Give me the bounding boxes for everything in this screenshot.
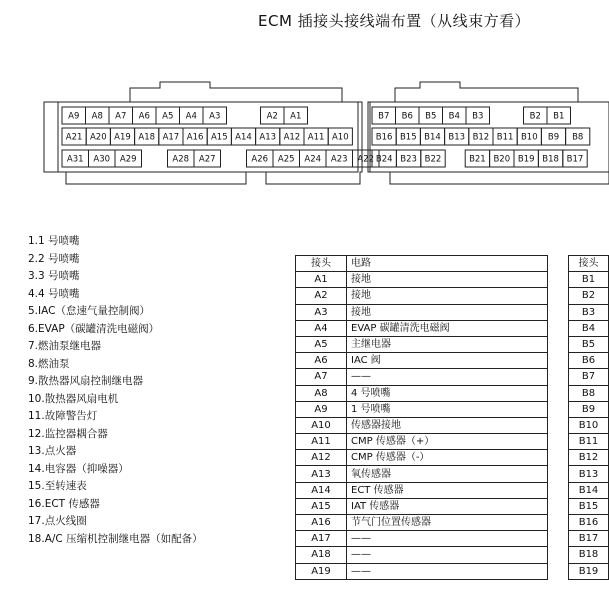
table-row xyxy=(296,320,548,336)
connector-pin xyxy=(86,128,110,145)
table-row xyxy=(296,353,548,369)
table-row xyxy=(296,482,548,498)
connector-pin-label: A14 xyxy=(235,132,252,143)
circuit-cell: —— xyxy=(347,547,548,563)
pin-cell: B3 xyxy=(569,304,609,320)
component-list-item: 14.电容器（抑噪器） xyxy=(28,462,129,475)
pin-cell: A11 xyxy=(296,434,347,450)
connector-pin xyxy=(280,128,304,145)
table-row xyxy=(296,547,548,563)
pin-cell: B18 xyxy=(569,547,609,563)
connector-pin-label: A18 xyxy=(138,132,156,143)
connector-pin-label: B10 xyxy=(520,132,538,143)
connector-pin-label: B22 xyxy=(424,154,442,165)
table-row xyxy=(296,272,548,288)
connector-pin xyxy=(89,150,116,167)
pin-cell: A13 xyxy=(296,466,347,482)
connector-pin-label: A24 xyxy=(304,154,322,165)
connector-pin xyxy=(256,128,280,145)
pin-cell: B6 xyxy=(569,353,609,369)
pin-layer xyxy=(62,107,590,167)
table-row xyxy=(569,417,609,433)
component-list xyxy=(28,233,203,548)
pin-cell: B1 xyxy=(569,272,609,288)
pin-cell: B4 xyxy=(569,320,609,336)
connector-pin-label: A6 xyxy=(138,111,150,122)
connector-pin-label: A19 xyxy=(114,132,131,143)
connector-pin xyxy=(372,107,396,124)
table-b-body xyxy=(569,272,609,580)
connector-pin xyxy=(547,107,571,124)
pin-cell: A19 xyxy=(296,563,347,579)
pin-cell: A2 xyxy=(296,288,347,304)
connector-pin xyxy=(261,107,285,124)
circuit-cell: —— xyxy=(347,369,548,385)
connector-pin xyxy=(445,128,469,145)
table-row xyxy=(296,531,548,547)
table-row xyxy=(569,272,609,288)
connector-pin xyxy=(541,128,565,145)
pin-cell: B14 xyxy=(569,482,609,498)
connector-pin-label: B24 xyxy=(375,154,393,165)
pin-cell: B8 xyxy=(569,385,609,401)
circuit-cell: ECT 传感器 xyxy=(347,482,548,498)
connector-pin xyxy=(62,107,86,124)
connector-pin-label: A15 xyxy=(210,132,228,143)
pin-cell: A8 xyxy=(296,385,347,401)
component-list-item: 4.4 号喷嘴 xyxy=(28,287,80,300)
connector-pin-label: B15 xyxy=(399,132,417,143)
table-row xyxy=(569,466,609,482)
pin-table-a xyxy=(295,255,548,580)
connector-pin-label: B18 xyxy=(542,154,559,165)
table-row xyxy=(296,336,548,352)
connector-pin-label: A7 xyxy=(115,111,127,122)
component-list-item: 9.散热器风扇控制继电器 xyxy=(28,375,144,387)
table-row xyxy=(296,369,548,385)
pin-cell: A9 xyxy=(296,401,347,417)
connector-pin-label: A23 xyxy=(330,154,348,165)
table-row xyxy=(569,369,609,385)
table-row xyxy=(296,498,548,514)
connector-pin xyxy=(86,107,110,124)
connector-pin xyxy=(420,128,444,145)
pin-table-b xyxy=(568,255,609,580)
circuit-cell: 1 号喷嘴 xyxy=(347,401,548,417)
pin-cell: B11 xyxy=(569,434,609,450)
connector-pin-label: A8 xyxy=(91,111,103,122)
connector-pin-label: B20 xyxy=(493,154,511,165)
circuit-cell: EVAP 碳罐清洗电磁阀 xyxy=(347,320,548,336)
connector-pin-label: B17 xyxy=(566,154,584,165)
circuit-cell: 4 号喷嘴 xyxy=(347,385,548,401)
connector-pin xyxy=(247,150,274,167)
pin-cell: A1 xyxy=(296,272,347,288)
component-list-item: 15.至转速表 xyxy=(28,480,87,492)
component-list-item: 8.燃油泵 xyxy=(28,357,70,370)
pin-cell: A12 xyxy=(296,450,347,466)
connector-pin-label: A9 xyxy=(68,111,80,122)
page-title: ECM 插接头接线端布置（从线束方看） xyxy=(258,12,531,30)
connector-pin-label: B4 xyxy=(448,111,460,122)
table-row xyxy=(569,288,609,304)
table-row xyxy=(569,498,609,514)
pin-cell: A15 xyxy=(296,498,347,514)
connector-pin-label: A10 xyxy=(331,132,349,143)
circuit-cell: CMP 传感器（+） xyxy=(347,434,548,450)
table-row xyxy=(296,434,548,450)
pin-cell: B10 xyxy=(569,417,609,433)
component-list-item: 5.IAC（怠速气量控制阀） xyxy=(28,305,150,317)
connector-pin-label: A16 xyxy=(186,132,204,143)
table-row xyxy=(569,515,609,531)
connector-pin xyxy=(133,107,157,124)
table-row xyxy=(569,531,609,547)
connector-pin xyxy=(203,107,227,124)
table-row xyxy=(569,482,609,498)
pin-cell: A3 xyxy=(296,304,347,320)
connector-pin-label: A12 xyxy=(283,132,301,143)
connector-pin xyxy=(538,150,562,167)
connector-pin-label: A30 xyxy=(93,154,111,165)
table-row xyxy=(569,547,609,563)
connector-pin xyxy=(514,150,538,167)
table-row xyxy=(296,563,548,579)
table-row xyxy=(569,401,609,417)
connector-pin-label: A13 xyxy=(259,132,277,143)
connector-diagram xyxy=(0,0,609,200)
table-b-header-row xyxy=(569,256,609,272)
component-list-item: 2.2 号喷嘴 xyxy=(28,252,80,265)
circuit-cell: IAC 阀 xyxy=(347,353,548,369)
table-row xyxy=(296,401,548,417)
connector-pin-label: B3 xyxy=(472,111,484,122)
connector-pin xyxy=(465,150,489,167)
pin-cell: B7 xyxy=(569,369,609,385)
pin-cell: A16 xyxy=(296,515,347,531)
connector-pin-label: B9 xyxy=(547,132,560,143)
connector-pin xyxy=(135,128,159,145)
connector-pin-label: A1 xyxy=(290,111,302,122)
connector-pin xyxy=(493,128,517,145)
component-list-item: 7.燃油泵继电器 xyxy=(28,340,102,352)
connector-pin xyxy=(517,128,541,145)
connector-pin xyxy=(231,128,255,145)
component-list-item: 10.散热器风扇电机 xyxy=(28,392,119,405)
connector-pin-label: B23 xyxy=(400,154,417,165)
connector-pin xyxy=(194,150,221,167)
pin-cell: A4 xyxy=(296,320,347,336)
table-a-header-row xyxy=(296,256,548,272)
component-list-item: 18.A/C 压缩机控制继电器（如配备） xyxy=(28,532,203,545)
connector-pin-label: B1 xyxy=(553,111,565,122)
connector-pin xyxy=(110,128,134,145)
connector-pin xyxy=(372,128,396,145)
table-row xyxy=(296,385,548,401)
connector-pin xyxy=(372,150,396,167)
connector-pin-label: A20 xyxy=(89,132,107,143)
connector-pin-label: A5 xyxy=(162,111,174,122)
circuit-cell: 传感器接地 xyxy=(347,417,548,433)
connector-pin xyxy=(396,128,420,145)
table-row xyxy=(296,417,548,433)
circuit-cell: 节气门位置传感器 xyxy=(347,515,548,531)
connector-pin-label: B19 xyxy=(517,154,535,165)
connector-pin-label: A31 xyxy=(66,154,84,165)
circuit-cell: 接地 xyxy=(347,288,548,304)
connector-pin-label: B2 xyxy=(529,111,541,122)
pin-cell: A5 xyxy=(296,336,347,352)
connector-pin-label: A11 xyxy=(307,132,325,143)
connector-pin-label: A4 xyxy=(185,111,197,122)
table-a-body xyxy=(296,272,548,580)
connector-pin xyxy=(328,128,352,145)
circuit-cell: 接地 xyxy=(347,272,548,288)
connector-pin xyxy=(62,150,89,167)
pin-cell: A14 xyxy=(296,482,347,498)
connector-pin xyxy=(421,150,445,167)
pin-cell: B12 xyxy=(569,450,609,466)
connector-pin xyxy=(183,128,207,145)
table-a-header-pin: 接头 xyxy=(296,256,347,272)
connector-pin xyxy=(300,150,327,167)
connector-pin-label: B11 xyxy=(496,132,514,143)
connector-pin-label: B12 xyxy=(472,132,490,143)
connector-pin xyxy=(159,128,183,145)
table-row xyxy=(569,385,609,401)
table-row xyxy=(569,450,609,466)
connector-pin xyxy=(156,107,180,124)
circuit-cell: —— xyxy=(347,531,548,547)
connector-pin-label: B14 xyxy=(424,132,441,143)
table-row xyxy=(296,466,548,482)
connector-pin xyxy=(443,107,467,124)
connector-pin xyxy=(168,150,195,167)
connector-pin xyxy=(180,107,204,124)
circuit-cell: 主继电器 xyxy=(347,336,548,352)
component-list-item: 1.1 号喷嘴 xyxy=(28,235,80,247)
connector-pin xyxy=(419,107,443,124)
connector-pin xyxy=(207,128,231,145)
table-row xyxy=(569,304,609,320)
connector-pin-label: A28 xyxy=(172,154,190,165)
connector-pin xyxy=(273,150,300,167)
connector-pin xyxy=(566,128,590,145)
connector-pin xyxy=(284,107,308,124)
pin-cell: B9 xyxy=(569,401,609,417)
connector-pin-label: B21 xyxy=(469,154,486,165)
pin-cell: B2 xyxy=(569,288,609,304)
circuit-cell: 接地 xyxy=(347,304,548,320)
pin-cell: A7 xyxy=(296,369,347,385)
connector-pin xyxy=(490,150,514,167)
component-list-item: 6.EVAP（碳罐清洗电磁阀） xyxy=(28,322,160,335)
circuit-cell: 氧传感器 xyxy=(347,466,548,482)
component-list-item: 3.3 号喷嘴 xyxy=(28,270,80,282)
connector-pin xyxy=(563,150,587,167)
connector-pin xyxy=(326,150,353,167)
circuit-cell: CMP 传感器（-） xyxy=(347,450,548,466)
circuit-cell: IAT 传感器 xyxy=(347,498,548,514)
table-row xyxy=(569,563,609,579)
connector-pin-label: A25 xyxy=(277,154,295,165)
connector-pin-label: A27 xyxy=(198,154,216,165)
component-list-item: 11.故障警告灯 xyxy=(28,410,98,422)
connector-pin xyxy=(109,107,133,124)
connector-pin-label: B7 xyxy=(378,111,390,122)
connector-pin-label: B13 xyxy=(448,132,466,143)
connector-pin-label: A26 xyxy=(251,154,269,165)
connector-pin-label: A22 xyxy=(357,154,375,165)
component-list-item: 13.点火器 xyxy=(28,445,77,457)
connector-pin xyxy=(466,107,490,124)
connector-pin xyxy=(62,128,86,145)
pin-cell: B19 xyxy=(569,563,609,579)
table-a-header-circuit: 电路 xyxy=(347,256,548,272)
connector-pin-label: B5 xyxy=(425,111,437,122)
table-row xyxy=(296,304,548,320)
table-row xyxy=(296,288,548,304)
connector-pin-label: A2 xyxy=(266,111,278,122)
component-list-item: 16.ECT 传感器 xyxy=(28,497,100,510)
connector-pin xyxy=(524,107,548,124)
connector-pin xyxy=(396,107,420,124)
connector-pin-label: B16 xyxy=(375,132,393,143)
pin-cell: B15 xyxy=(569,498,609,514)
connector-pin xyxy=(469,128,493,145)
table-row xyxy=(296,515,548,531)
connector-pin-label: A17 xyxy=(162,132,180,143)
connector-pin xyxy=(304,128,328,145)
pin-cell: A10 xyxy=(296,417,347,433)
connector-pin-label: B8 xyxy=(572,132,584,143)
table-b-header-pin: 接头 xyxy=(569,256,609,272)
connector-pin-label: A21 xyxy=(65,132,83,143)
pin-cell: B16 xyxy=(569,515,609,531)
connector-pin xyxy=(396,150,420,167)
pin-cell: A6 xyxy=(296,353,347,369)
connector-pin-label: B6 xyxy=(401,111,413,122)
table-row xyxy=(569,336,609,352)
component-list-item: 17.点火线圈 xyxy=(28,515,87,527)
table-row xyxy=(569,434,609,450)
connector-pin xyxy=(115,150,142,167)
connector-pin-label: A29 xyxy=(119,154,137,165)
table-row xyxy=(569,353,609,369)
circuit-cell: —— xyxy=(347,563,548,579)
table-row xyxy=(569,320,609,336)
pin-cell: B13 xyxy=(569,466,609,482)
pin-cell: A18 xyxy=(296,547,347,563)
pin-cell: B17 xyxy=(569,531,609,547)
table-row xyxy=(296,450,548,466)
pin-cell: A17 xyxy=(296,531,347,547)
component-list-item: 12.监控器耦合器 xyxy=(28,427,108,440)
pin-cell: B5 xyxy=(569,336,609,352)
connector-pin-label: A3 xyxy=(209,111,221,122)
